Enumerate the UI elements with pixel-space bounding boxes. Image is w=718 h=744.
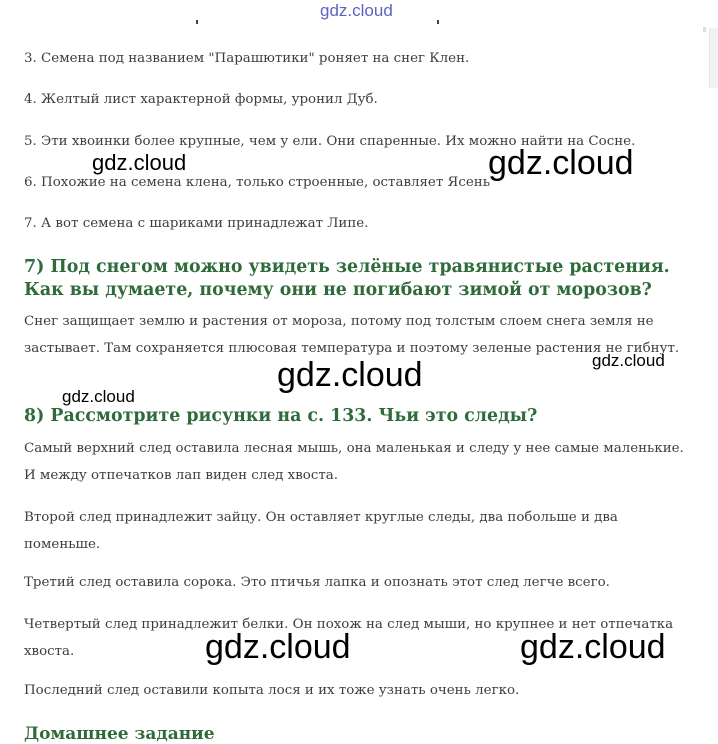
- section-7-heading: 7) Под снегом можно увидеть зелёные травянистые растения. Как вы думаете, почему они не погибают зимой от морозов?: [24, 257, 670, 300]
- answer-item-4: 4. Желтый лист характерной формы, уронил Дуб.: [24, 92, 378, 107]
- watermark: gdz.cloud: [592, 351, 665, 370]
- watermark: gdz.cloud: [520, 628, 666, 666]
- tick-mark: [437, 20, 439, 24]
- answer-item-7: 7. А вот семена с шариками принадлежат Липе.: [24, 216, 369, 231]
- next-section-heading: Домашнее задание: [24, 724, 215, 744]
- watermark: gdz.cloud: [205, 628, 351, 666]
- answer-item-3: 3. Семена под названием "Парашютики" роняет на снег Клен.: [24, 51, 470, 66]
- section-7-text: Снег защищает землю и растения от мороза, потому под толстым слоем снега земля не застывает. Там сохраняется плюсовая температура и поэтому зеленые растения не гибнут.: [24, 314, 680, 356]
- watermark: gdz.cloud: [277, 356, 423, 394]
- section-8-paragraph: Четвертый след принадлежит белки. Он похож на след мыши, но крупнее и нет отпечатка хвоста.: [24, 617, 674, 659]
- watermark: gdz.cloud: [62, 387, 135, 406]
- watermark: gdz.cloud: [488, 144, 634, 182]
- section-8-heading: 8) Рассмотрите рисунки на с. 133. Чьи это следы?: [24, 406, 538, 426]
- scrollbar[interactable]: [709, 28, 718, 88]
- section-8-paragraph: Третий след оставила сорока. Это птичья лапка и опознать этот след легче всего.: [24, 575, 610, 590]
- section-8-paragraph: Второй след принадлежит зайцу. Он оставляет круглые следы, два побольше и два поменьше.: [24, 510, 618, 552]
- scrollbar-cap: [703, 27, 706, 32]
- tick-mark: [196, 20, 198, 24]
- watermark: gdz.cloud: [92, 150, 187, 175]
- section-8-paragraph: Последний след оставили копыта лося и их тоже узнать очень легко.: [24, 683, 520, 698]
- section-8-paragraph: Самый верхний след оставила лесная мышь, она маленькая и следу у нее самые маленькие. И между отпечатков лап виден след хвоста.: [24, 441, 684, 483]
- site-watermark-header: gdz.cloud: [320, 1, 393, 20]
- answer-item-5: 5. Эти хвоинки более крупные, чем у ели. Они спаренные. Их можно найти на Сосне.: [24, 134, 636, 149]
- answer-item-6: 6. Похожие на семена клена, только строенные, оставляет Ясень: [24, 175, 490, 190]
